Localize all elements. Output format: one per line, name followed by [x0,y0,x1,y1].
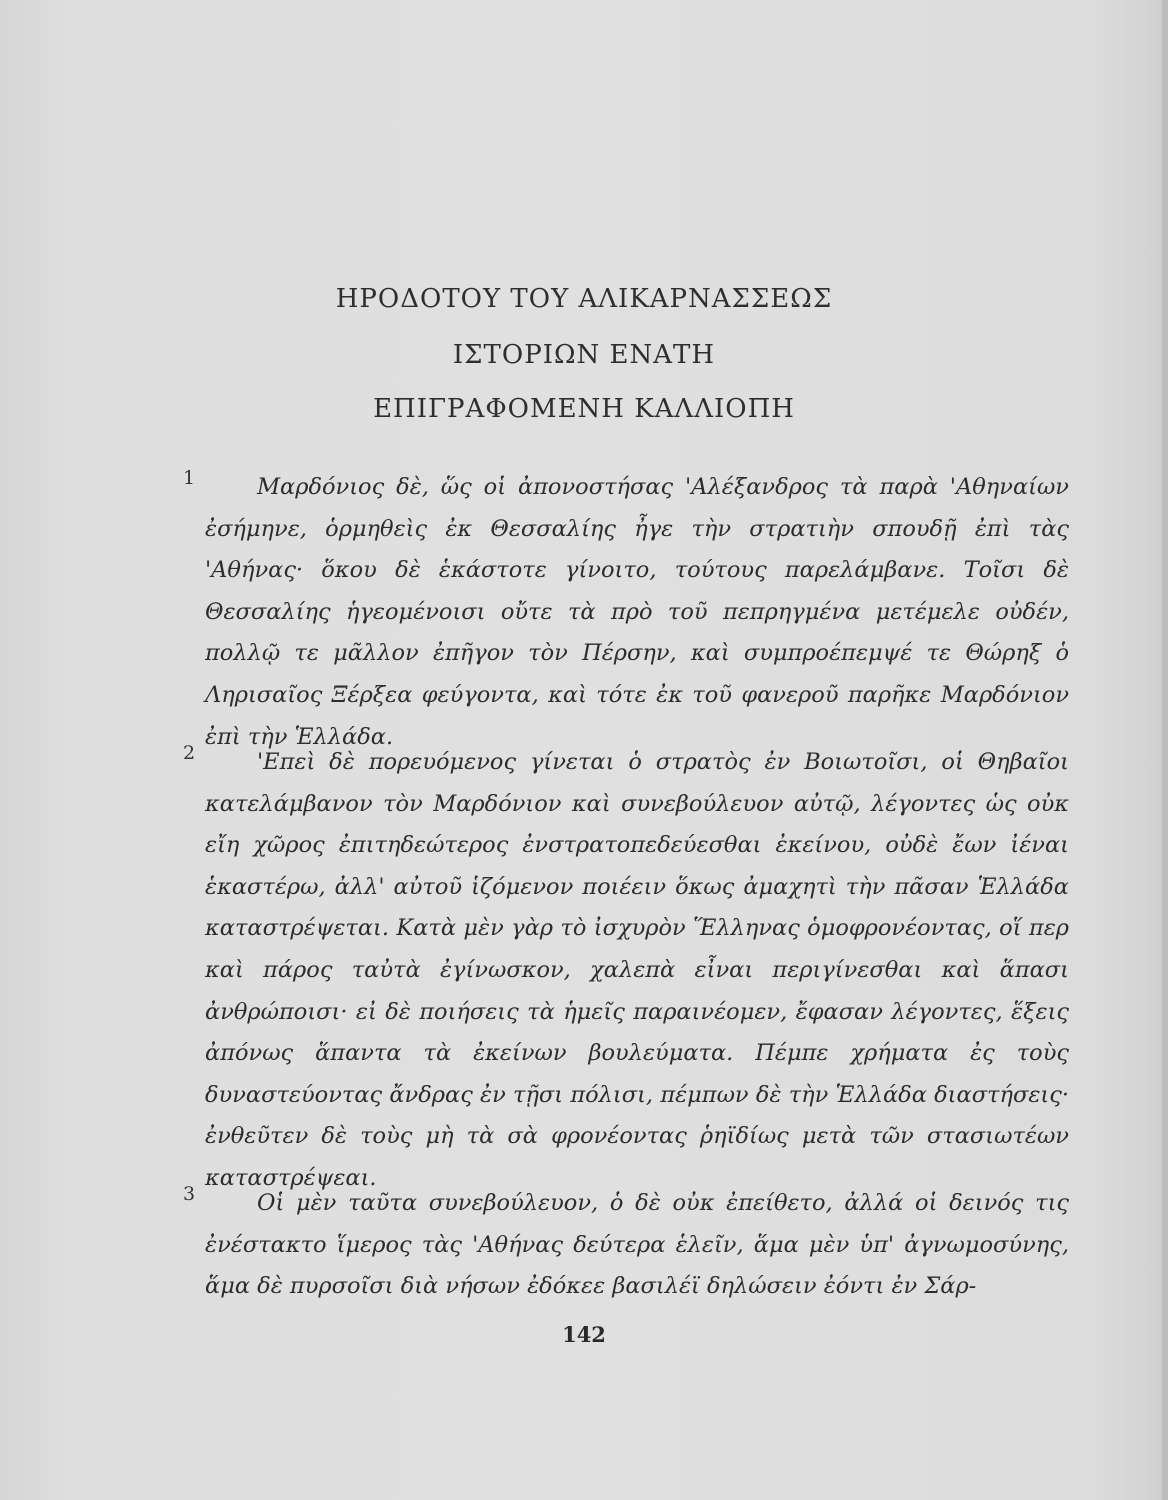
book-heading: ΙΣΤΟΡΙΩΝ ΕΝΑΤΗ [452,340,716,370]
subtitle-heading: ΕΠΙΓΡΑΦΟΜΕΝΗ ΚΑΛΛΙΟΠΗ [373,394,795,424]
section-text: Μαρδόνιος δὲ, ὥς οἱ ἀπονοστήσας 'Αλέξανδρος τὰ παρὰ 'Αθηναίων ἐσήμηνε, ὁρμηθεὶς ἐκ Θεσσαλίης ἦγε τὴν στρατιὴν σπουδῇ ἐπὶ τὰς 'Αθήνας· ὅκου δὲ ἑκάστοτε γίνοιτο, τούτους παρελάμβανε. Τοῖσι δὲ Θεσσαλίης ἡγεομένοισι οὔτε τὰ πρὸ τοῦ πεπρηγμένα μετέμελε οὐδέν, πολλῷ τε μᾶλλον ἐπῆγον τὸν Πέρσην, καὶ συμπροέπεμψέ τε Θώρηξ ὁ Ληρισαῖος Ξέρξεα φεύγοντα, καὶ τότε ἐκ τοῦ φανεροῦ παρῆκε Μαρδόνιον ἐπὶ τὴν Ἑλλάδα. [205,474,1069,750]
section-number: 1 [183,467,196,489]
page-number: 142 [562,1322,606,1347]
section-text: 'Επεὶ δὲ πορευόμενος γίνεται ὁ στρατὸς ἐν Βοιωτοῖσι, οἱ Θηβαῖοι κατελάμβανον τὸν Μαρδόνιον καὶ συνεβούλευον αὐτῷ, λέγοντες ὡς οὐκ εἴη χῶρος ἐπιτηδεώτερος ἐνστρατοπεδεύεσθαι ἐκείνου, οὐδὲ ἔων ἰέναι ἑκαστέρω, ἀλλ' αὐτοῦ ἱζόμενον ποιέειν ὅκως ἀμαχητὶ τὴν πᾶσαν Ἑλλάδα καταστρέψεται. Κατὰ μὲν γὰρ τὸ ἰσχυρὸν Ἕλληνας ὁμοφρονέοντας, οἵ περ καὶ πάρος ταὐτὰ ἐγίνωσκον, χαλεπὰ εἶναι περιγίνεσθαι καὶ ἅπασι ἀνθρώποισι· εἰ δὲ ποιήσεις τὰ ἡμεῖς παραινέομεν, ἔφασαν λέγοντες, ἕξεις ἀπόνως ἅπαντα τὰ ἐκείνων βουλεύματα. Πέμπε χρήματα ἐς τοὺς δυναστεύοντας ἄνδρας ἐν τῇσι πόλισι, πέμπων δὲ τὴν Ἑλλάδα διαστήσεις· ἐνθεῦτεν δὲ τοὺς μὴ τὰ σὰ φρονέοντας ῥηϊδίως μετὰ τῶν στασιωτέων καταστρέψεαι. [205,749,1069,1191]
page-edge [1162,0,1168,1500]
author-heading: ΗΡΟΔΟΤΟΥ ΤΟΥ ΑΛΙΚΑΡΝΑΣΣΕΩΣ [335,284,833,314]
section-number: 3 [183,1183,196,1205]
section-number: 2 [183,742,196,764]
section-text: Οἱ μὲν ταῦτα συνεβούλευον, ὁ δὲ οὐκ ἐπείθετο, ἀλλά οἱ δεινός τις ἐνέστακτο ἵμερος τὰς 'Αθήνας δεύτερα ἑλεῖν, ἅμα μὲν ὑπ' ἀγνωμοσύνης, ἅμα δὲ πυρσοῖσι διὰ νήσων ἐδόκεε βασιλέϊ δηλώσειν ἐόντι ἐν Σάρ- [205,1190,1069,1300]
